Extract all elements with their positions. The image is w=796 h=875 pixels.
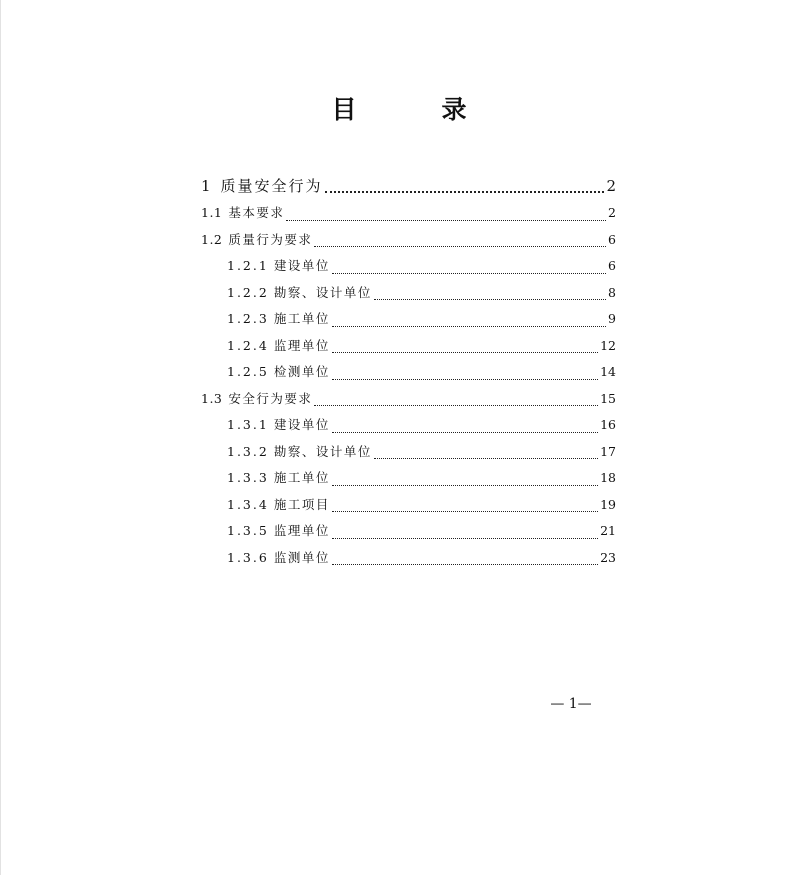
page-title: 目 录	[331, 95, 497, 124]
dot-leader	[332, 564, 598, 565]
toc-entry-page: 19	[600, 496, 616, 512]
toc-entry-page: 6	[608, 231, 616, 247]
toc-entry-number: 1.2.1	[227, 258, 269, 273]
toc-entry[interactable]	[201, 359, 616, 386]
toc-entry[interactable]	[201, 545, 616, 572]
toc-entry-number: 1.3.3	[227, 470, 269, 485]
dot-leader	[286, 220, 606, 221]
toc-entry[interactable]	[201, 280, 616, 307]
toc-entry-number: 1.3.1	[227, 417, 269, 432]
toc-entry[interactable]	[201, 253, 616, 280]
toc-entry-number: 1.3	[201, 390, 223, 406]
toc-entry-page: 9	[608, 311, 616, 326]
toc-entry-page: 16	[600, 417, 616, 432]
toc-entry-label: 勘察、设计单位	[273, 284, 372, 300]
dot-leader	[332, 538, 598, 539]
toc-entry[interactable]	[201, 306, 616, 333]
toc-entry-label: 施工项目	[273, 496, 330, 512]
toc-entry-number: 1	[201, 177, 211, 195]
toc-entry[interactable]	[201, 412, 616, 439]
toc-entry[interactable]	[201, 172, 616, 200]
toc-entry-number: 1.2.5	[227, 364, 269, 379]
toc-entry-label: 建设单位	[273, 258, 330, 273]
dot-leader	[325, 191, 605, 193]
dot-leader	[314, 246, 606, 247]
dot-leader	[332, 485, 598, 486]
toc-entry-page: 21	[600, 523, 616, 538]
toc-entry-number: 1.3.4	[227, 496, 269, 512]
toc-entry-page: 18	[600, 470, 616, 485]
toc-entry-page: 2	[608, 205, 616, 220]
toc-entry-number: 1.3.2	[227, 443, 269, 459]
toc-entry[interactable]	[201, 386, 616, 413]
toc-entry-label: 施工单位	[273, 470, 330, 485]
dot-leader	[332, 432, 598, 433]
dot-leader	[332, 326, 606, 327]
dot-leader	[332, 511, 598, 512]
page-number-footer: — 1—	[550, 696, 592, 712]
toc-entry-number: 1.1	[201, 205, 223, 220]
toc-entry-page: 6	[608, 258, 616, 273]
dot-leader	[332, 379, 598, 380]
toc-entry-label: 检测单位	[273, 364, 330, 379]
toc-entry[interactable]	[201, 492, 616, 519]
toc-entry-label: 监测单位	[273, 549, 330, 565]
toc-entry-page: 12	[600, 337, 616, 353]
toc-entry-label: 监理单位	[273, 337, 330, 353]
toc-entry-number: 1.3.5	[227, 523, 269, 538]
toc-entry-label: 建设单位	[273, 417, 330, 432]
toc-entry-number: 1.2.3	[227, 311, 269, 326]
toc-entry-label: 勘察、设计单位	[273, 443, 372, 459]
toc-entry-label: 基本要求	[228, 205, 285, 220]
dot-leader	[314, 405, 598, 406]
toc-entry-page: 2	[606, 177, 616, 195]
dot-leader	[374, 458, 598, 459]
toc-entry-page: 15	[600, 390, 616, 406]
toc-entry[interactable]	[201, 465, 616, 492]
toc-entry-label: 施工单位	[273, 311, 330, 326]
toc-entry-page: 14	[600, 364, 616, 379]
toc-entry-label: 质量行为要求	[228, 231, 313, 247]
toc-entry-label: 安全行为要求	[228, 390, 313, 406]
dot-leader	[374, 299, 606, 300]
toc-entry-label: 监理单位	[273, 523, 330, 538]
toc-entry[interactable]	[201, 518, 616, 545]
toc-entry-label: 质量安全行为	[220, 177, 323, 195]
toc-entry-number: 1.3.6	[227, 549, 269, 565]
toc-entry-number: 1.2.4	[227, 337, 269, 353]
toc-entry[interactable]	[201, 200, 616, 227]
toc-entry-page: 8	[608, 284, 616, 300]
toc-entry-number: 1.2	[201, 231, 223, 247]
toc-entry[interactable]	[201, 439, 616, 466]
toc-entry[interactable]	[201, 333, 616, 360]
dot-leader	[332, 273, 606, 274]
toc-entry[interactable]	[201, 227, 616, 254]
toc-entry-page: 17	[600, 443, 616, 459]
dot-leader	[332, 352, 598, 353]
toc-entry-page: 23	[600, 549, 616, 565]
table-of-contents	[201, 172, 616, 571]
toc-entry-number: 1.2.2	[227, 284, 269, 300]
